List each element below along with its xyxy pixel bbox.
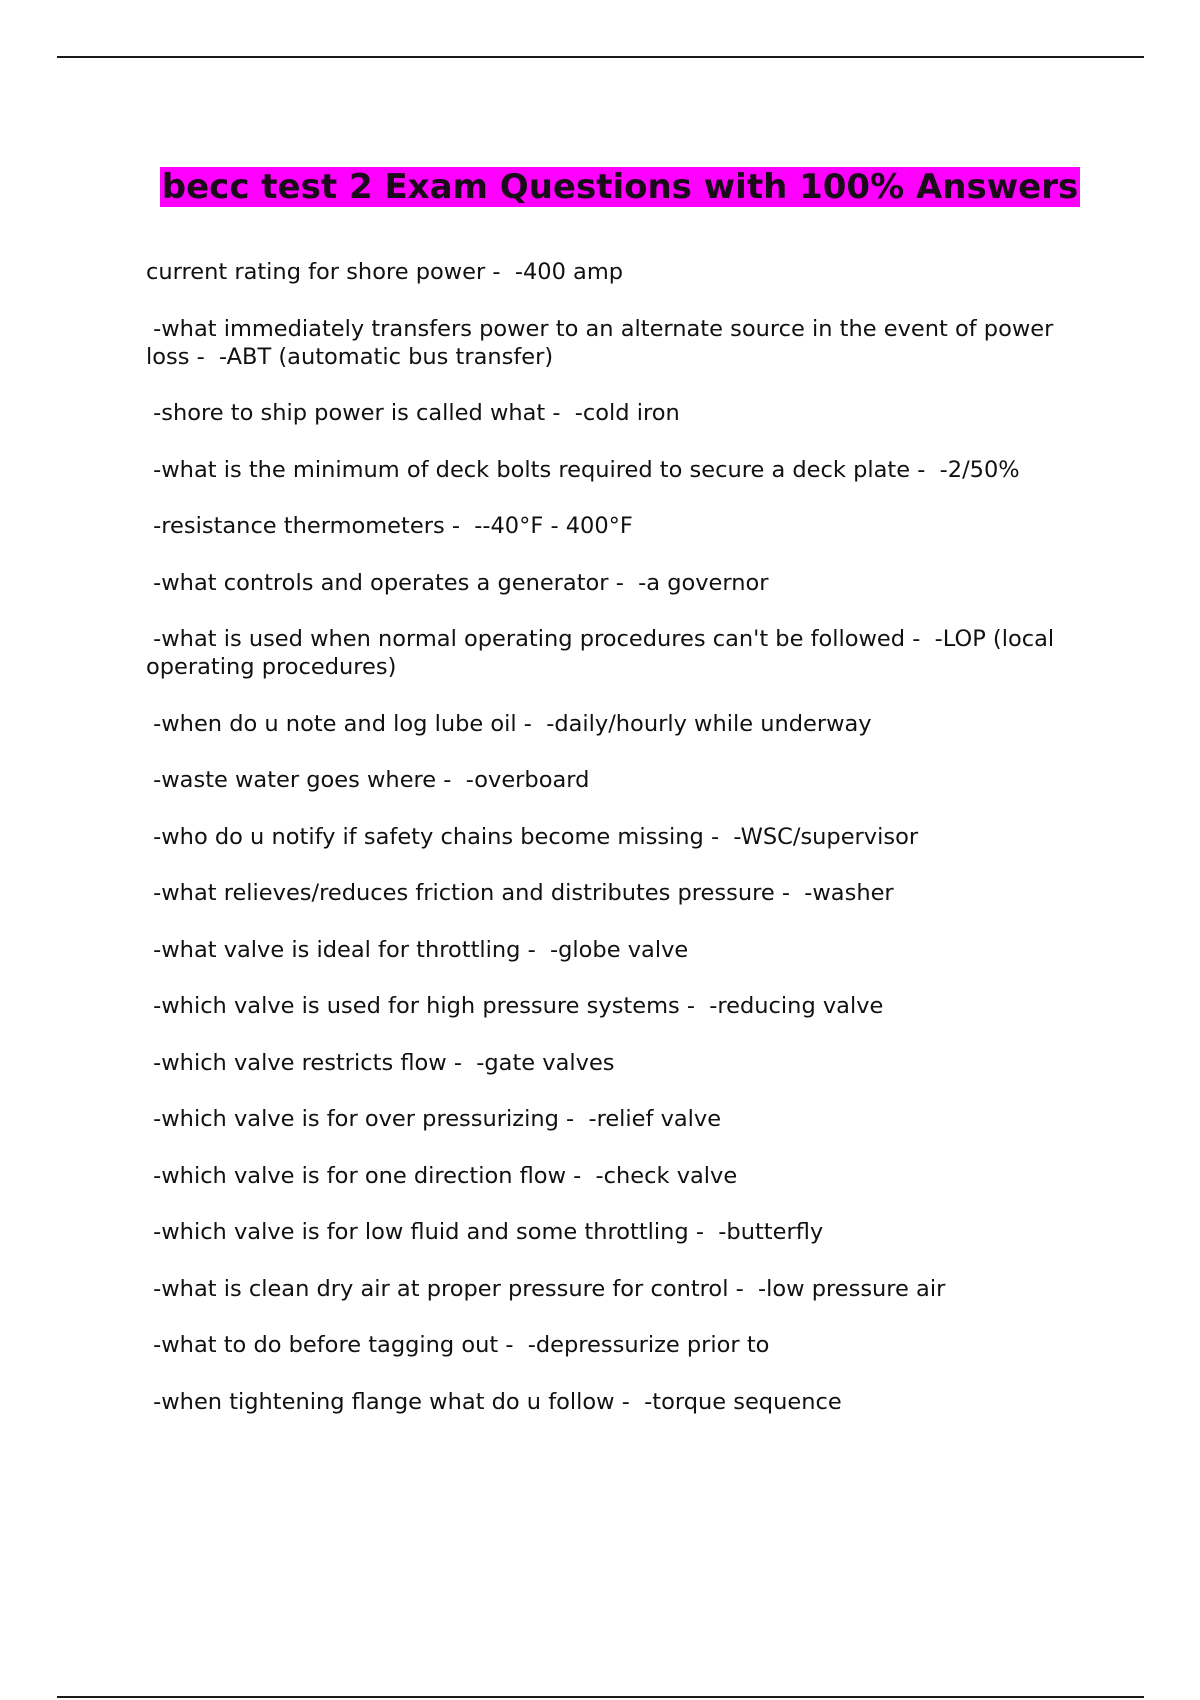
qa-item: -which valve is for over pressurizing - -relief valve bbox=[146, 1106, 722, 1132]
qa-list bbox=[146, 258, 1096, 1444]
qa-item: -what relieves/reduces friction and distributes pressure - -washer bbox=[146, 880, 894, 906]
top-rule bbox=[57, 56, 1144, 58]
qa-item: -shore to ship power is called what - -cold iron bbox=[146, 400, 680, 426]
qa-item: -what is the minimum of deck bolts required to secure a deck plate - -2/50% bbox=[146, 456, 1020, 483]
qa-item: -when tightening flange what do u follow - -torque sequence bbox=[146, 1388, 842, 1415]
title-highlight: becc test 2 Exam Questions with 100% Answers bbox=[161, 166, 1079, 207]
qa-item: -which valve restricts flow - -gate valves bbox=[146, 1049, 615, 1076]
qa-item: -who do u notify if safety chains become missing - -WSC/supervisor bbox=[146, 823, 919, 850]
qa-item: -what valve is ideal for throttling - -globe valve bbox=[146, 936, 689, 963]
qa-item: current rating for shore power - -400 amp bbox=[146, 259, 624, 285]
qa-item: -what immediately transfers power to an alternate source in the event of power loss - -ABT (automatic bus transfer) bbox=[146, 315, 1061, 370]
qa-item: -which valve is for one direction flow - -check valve bbox=[146, 1162, 738, 1189]
qa-item: -resistance thermometers - --40°F - 400°F bbox=[146, 513, 633, 539]
qa-item: -which valve is used for high pressure systems - -reducing valve bbox=[146, 993, 884, 1019]
qa-item: -when do u note and log lube oil - -daily/hourly while underway bbox=[146, 710, 872, 737]
qa-item: -what to do before tagging out - -depressurize prior to bbox=[146, 1332, 770, 1358]
document-title bbox=[140, 166, 1100, 208]
qa-item: -waste water goes where - -overboard bbox=[146, 767, 590, 793]
qa-item: -which valve is for low fluid and some throttling - -butterfly bbox=[146, 1219, 824, 1245]
qa-item: -what is clean dry air at proper pressure for control - -low pressure air bbox=[146, 1275, 946, 1302]
qa-item: -what controls and operates a generator - -a governor bbox=[146, 569, 769, 596]
bottom-rule bbox=[57, 1696, 1144, 1698]
qa-item: -what is used when normal operating procedures can't be followed - -LOP (local operating procedures) bbox=[146, 626, 1062, 680]
